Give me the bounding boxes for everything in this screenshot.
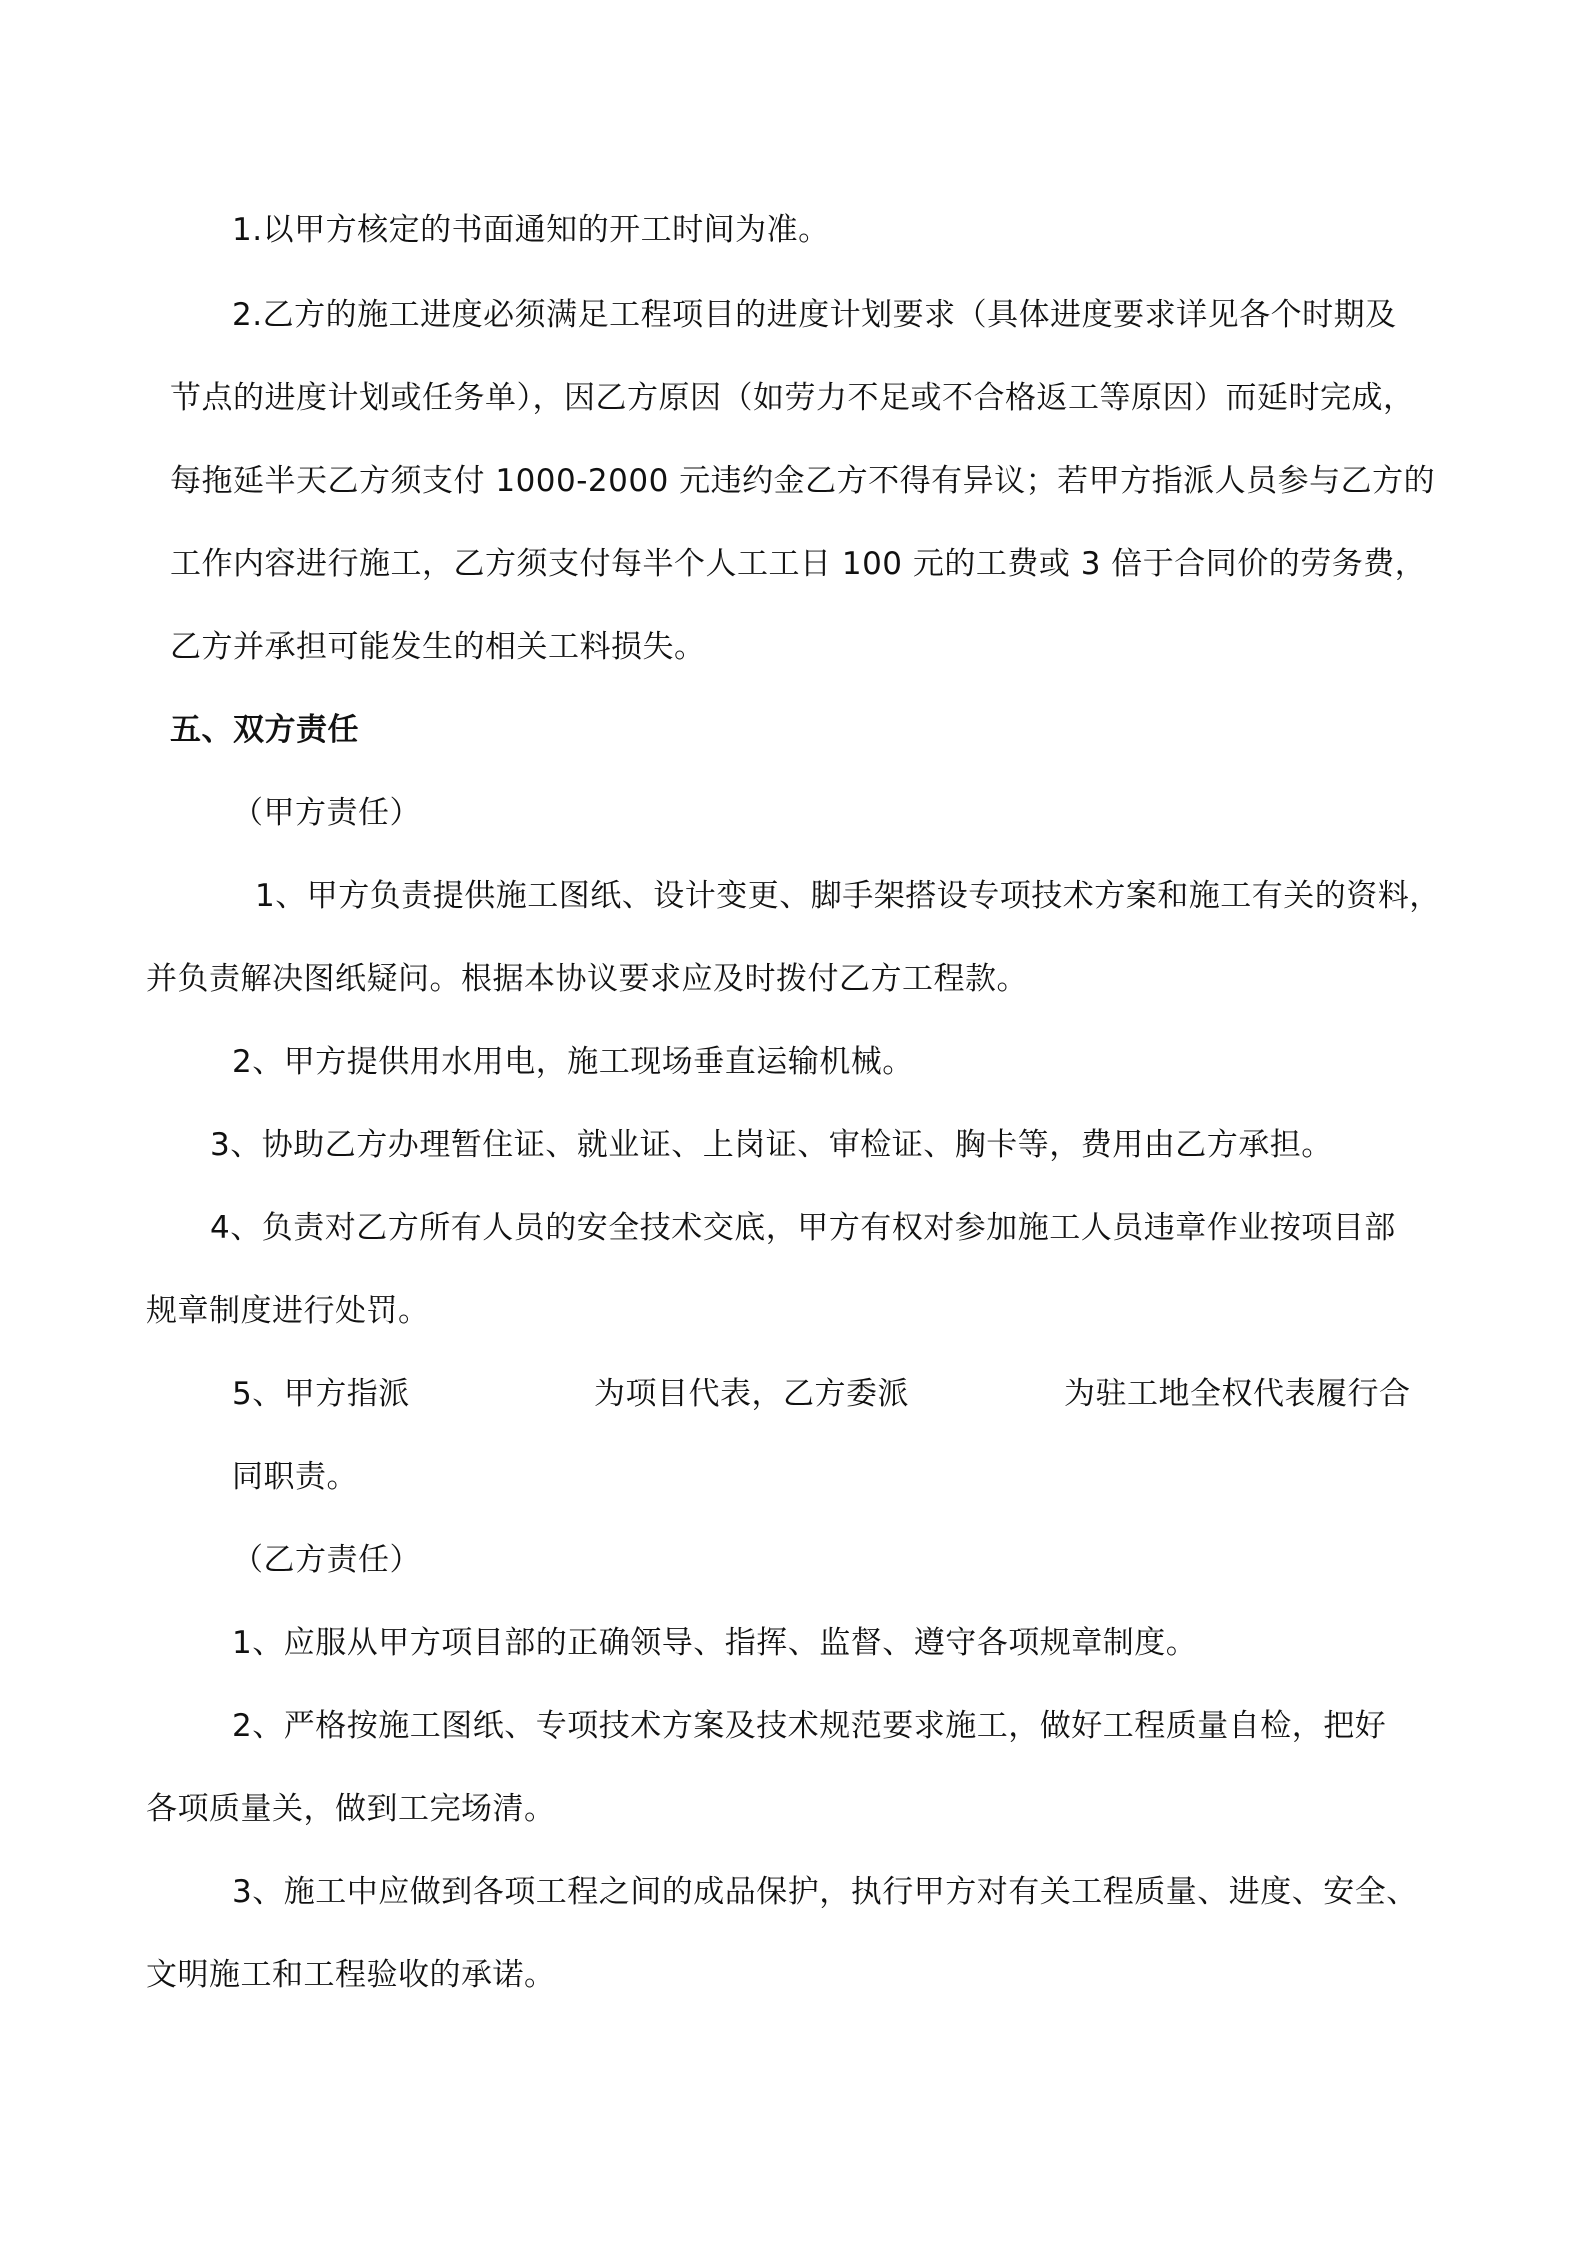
schedule-item-2-line-5: 乙方并承担可能发生的相关工料损失。 (170, 629, 706, 665)
section-heading: 五、双方责任 (170, 712, 359, 748)
party-b-item-2-line-2: 各项质量关，做到工完场清。 (146, 1791, 556, 1827)
party-a-item-4-line-1: 4、负责对乙方所有人员的安全技术交底，甲方有权对参加施工人员违章作业按项目部 (210, 1210, 1396, 1246)
party-a-item-5-part-2: 为项目代表，乙方委派 (594, 1376, 909, 1412)
schedule-item-2-line-1: 2.乙方的施工进度必须满足工程项目的进度计划要求（具体进度要求详见各个时期及 (232, 297, 1397, 333)
party-b-item-3-line-1: 3、施工中应做到各项工程之间的成品保护，执行甲方对有关工程质量、进度、安全、 (232, 1874, 1418, 1910)
party-a-item-5-part-1: 5、甲方指派 (232, 1376, 410, 1412)
schedule-item-1: 1.以甲方核定的书面通知的开工时间为准。 (232, 212, 830, 248)
party-a-item-5-part-3: 为驻工地全权代表履行合 (1064, 1376, 1411, 1412)
party-a-item-4-line-2: 规章制度进行处罚。 (146, 1293, 430, 1329)
schedule-item-2-line-2: 节点的进度计划或任务单），因乙方原因（如劳力不足或不合格返工等原因）而延时完成， (170, 380, 1415, 416)
party-b-label: （乙方责任） (232, 1542, 421, 1578)
party-a-item-1-line-1: 1、甲方负责提供施工图纸、设计变更、脚手架搭设专项技术方案和施工有关的资料， (255, 878, 1441, 914)
party-b-item-3-line-2: 文明施工和工程验收的承诺。 (146, 1957, 556, 1993)
schedule-item-2-line-4: 工作内容进行施工，乙方须支付每半个人工工日 100 元的工费或 3 倍于合同价的劳务费， (170, 546, 1427, 582)
party-a-item-5-line-2: 同职责。 (232, 1459, 358, 1495)
party-a-item-1-line-2: 并负责解决图纸疑问。根据本协议要求应及时拨付乙方工程款。 (146, 961, 1028, 997)
party-a-item-2: 2、甲方提供用水用电，施工现场垂直运输机械。 (232, 1044, 914, 1080)
party-b-item-1: 1、应服从甲方项目部的正确领导、指挥、监督、遵守各项规章制度。 (232, 1625, 1198, 1661)
party-a-item-3: 3、协助乙方办理暂住证、就业证、上岗证、审检证、胸卡等，费用由乙方承担。 (210, 1127, 1333, 1163)
party-b-item-2-line-1: 2、严格按施工图纸、专项技术方案及技术规范要求施工，做好工程质量自检，把好 (232, 1708, 1387, 1744)
schedule-item-2-line-3: 每拖延半天乙方须支付 1000-2000 元违约金乙方不得有异议；若甲方指派人员参与乙方的 (170, 463, 1436, 499)
party-a-label: （甲方责任） (232, 795, 421, 831)
